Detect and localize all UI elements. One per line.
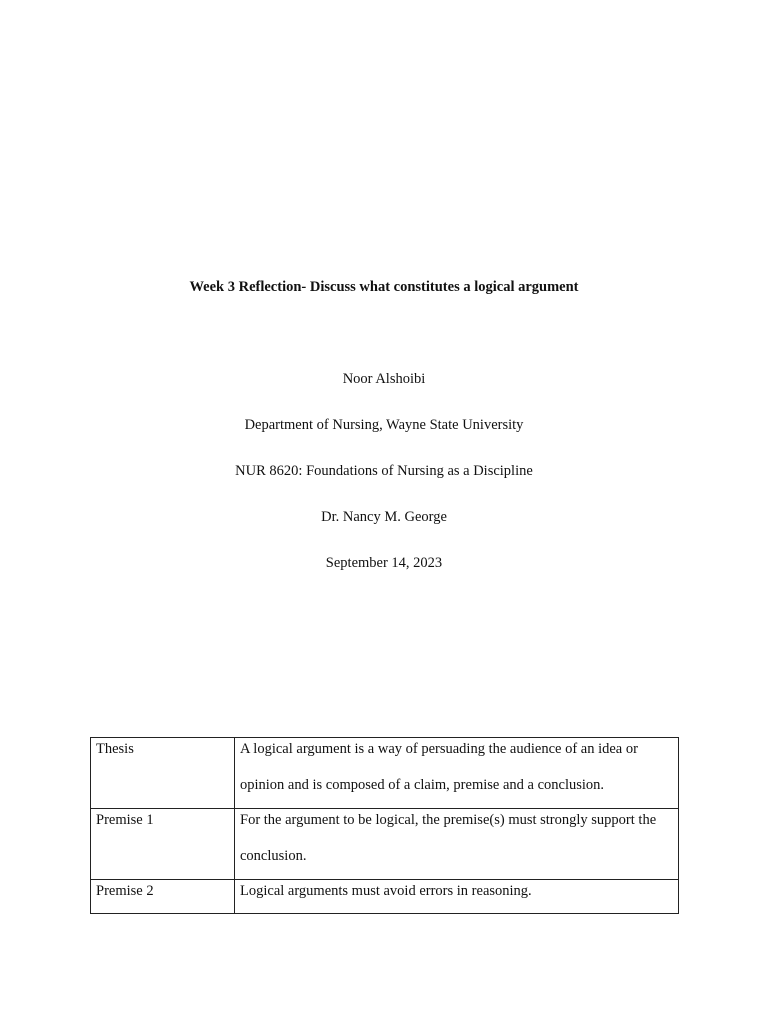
row-label-premise-2: Premise 2	[96, 883, 154, 899]
table-cell-label	[91, 880, 235, 914]
document-title: Week 3 Reflection- Discuss what constitutes a logical argument	[189, 279, 579, 295]
table-cell-content	[235, 880, 679, 914]
table-row-premise-2	[91, 880, 679, 914]
row-label-premise-1: Premise 1	[96, 812, 154, 828]
table-row-premise-1	[91, 809, 679, 880]
table-row-thesis	[91, 738, 679, 809]
submission-date: September 14, 2023	[325, 555, 443, 571]
department-affiliation: Department of Nursing, Wayne State University	[244, 417, 524, 433]
instructor-name: Dr. Nancy M. George	[321, 509, 447, 525]
table-cell-content	[235, 809, 679, 880]
row-text-premise-2: Logical arguments must avoid errors in reasoning.	[240, 883, 532, 899]
row-text-thesis: A logical argument is a way of persuading the audience of an idea or opinion and is composed of a claim, premise and a conclusion.	[240, 741, 638, 793]
row-label-thesis: Thesis	[96, 741, 134, 757]
table-cell-label	[91, 738, 235, 809]
table-cell-label	[91, 809, 235, 880]
row-text-premise-1: For the argument to be logical, the premise(s) must strongly support the conclusion.	[240, 812, 657, 864]
table-cell-content	[235, 738, 679, 809]
course-name: NUR 8620: Foundations of Nursing as a Discipline	[235, 463, 533, 479]
author-name: Noor Alshoibi	[342, 371, 426, 387]
argument-table	[90, 737, 679, 914]
